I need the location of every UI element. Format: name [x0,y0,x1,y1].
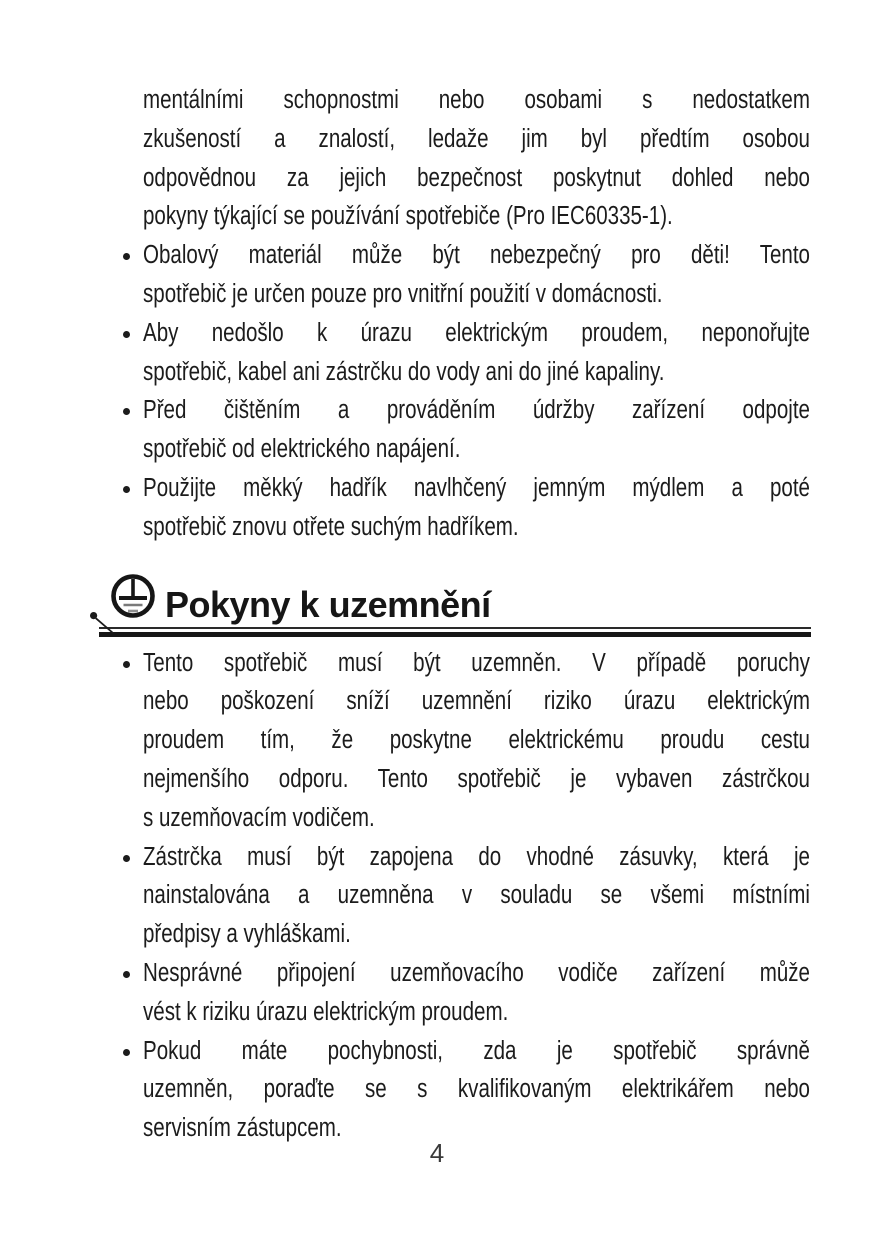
bullet-dot [123,253,130,260]
text-line: Před čištěním a prováděním údržby zařízení odpojte [143,396,810,425]
bullet-item [143,469,810,547]
text-line: pokyny týkající se používání spotřebiče (Pro IEC60335-1). [143,202,673,231]
protective-earth-ground-icon [109,573,157,621]
text-line: servisním zástupcem. [143,1114,342,1143]
text-line: Aby nedošlo k úrazu elektrickým proudem, neponořujte [143,318,810,347]
text-line: předpisy a vyhláškami. [143,920,351,949]
text-line: spotřebič znovu otřete suchým hadříkem. [143,512,519,541]
bullet-item [143,954,810,1032]
bullet-dot [123,1049,130,1056]
rule-thick-line [99,632,811,637]
text-line: Pokud máte pochybnosti, zda je spotřebič správně [143,1036,810,1065]
bullet-item [143,236,810,314]
text-line: s uzemňovacím vodičem. [143,803,375,832]
text-line: uzemněn, poraďte se s kvalifikovaným elektrikářem nebo [143,1075,810,1104]
bullet-dot [123,971,130,978]
text-line: Použijte měkký hadřík navlhčený jemným mýdlem a poté [143,473,810,502]
bullet-item [143,838,810,954]
text-line: spotřebič od elektrického napájení. [143,435,461,464]
bullet-dot [123,331,130,338]
continuation-paragraph [143,81,810,236]
text-line: proudem tím, že poskytne elektrickému proudu cestu [143,726,810,755]
grounding-section-heading [143,573,810,637]
text-line: odpovědnou za jejich bezpečnost poskytnut dohled nebo [143,163,810,192]
bullet-item [143,314,810,392]
text-line: Obalový materiál může být nebezpečný pro děti! Tento [143,241,810,270]
heading-underline-double-rule [99,627,811,637]
bullet-dot [123,855,130,862]
text-line: nainstalována a uzemněna v souladu se všemi místními [143,881,810,910]
text-line: Zástrčka musí být zapojena do vhodné zásuvky, která je [143,842,810,871]
bullet-item [143,391,810,469]
grounding-bullet-list [143,644,810,1148]
text-line: nebo poškození sníží uzemnění riziko úrazu elektrickým [143,687,810,716]
page-number: 4 [429,1138,445,1168]
bullet-dot [123,408,130,415]
text-line: zkušeností a znalostí, ledaže jim byl předtím osobou [143,124,810,153]
bullet-dot [123,661,130,668]
text-line: spotřebič, kabel ani zástrčku do vody ani do jiné kapaliny. [143,357,665,386]
text-line: Nesprávné připojení uzemňovacího vodiče zařízení může [143,958,810,987]
text-line: vést k riziku úrazu elektrickým proudem. [143,997,509,1026]
bullet-dot [123,486,130,493]
bullet-item [143,1032,810,1148]
safety-bullet-list [143,236,810,546]
text-line: Tento spotřebič musí být uzemněn. V případě poruchy [143,648,810,677]
page-content [143,81,810,1148]
text-line: mentálními schopnostmi nebo osobami s nedostatkem [143,86,810,114]
bullet-item [143,644,810,838]
text-line: nejmenšího odporu. Tento spotřebič je vybaven zástrčkou [143,764,810,793]
heading-row [109,573,810,625]
section-title: Pokyny k uzemnění [165,583,491,625]
text-line: spotřebič je určen pouze pro vnitřní použití v domácnosti. [143,279,663,308]
